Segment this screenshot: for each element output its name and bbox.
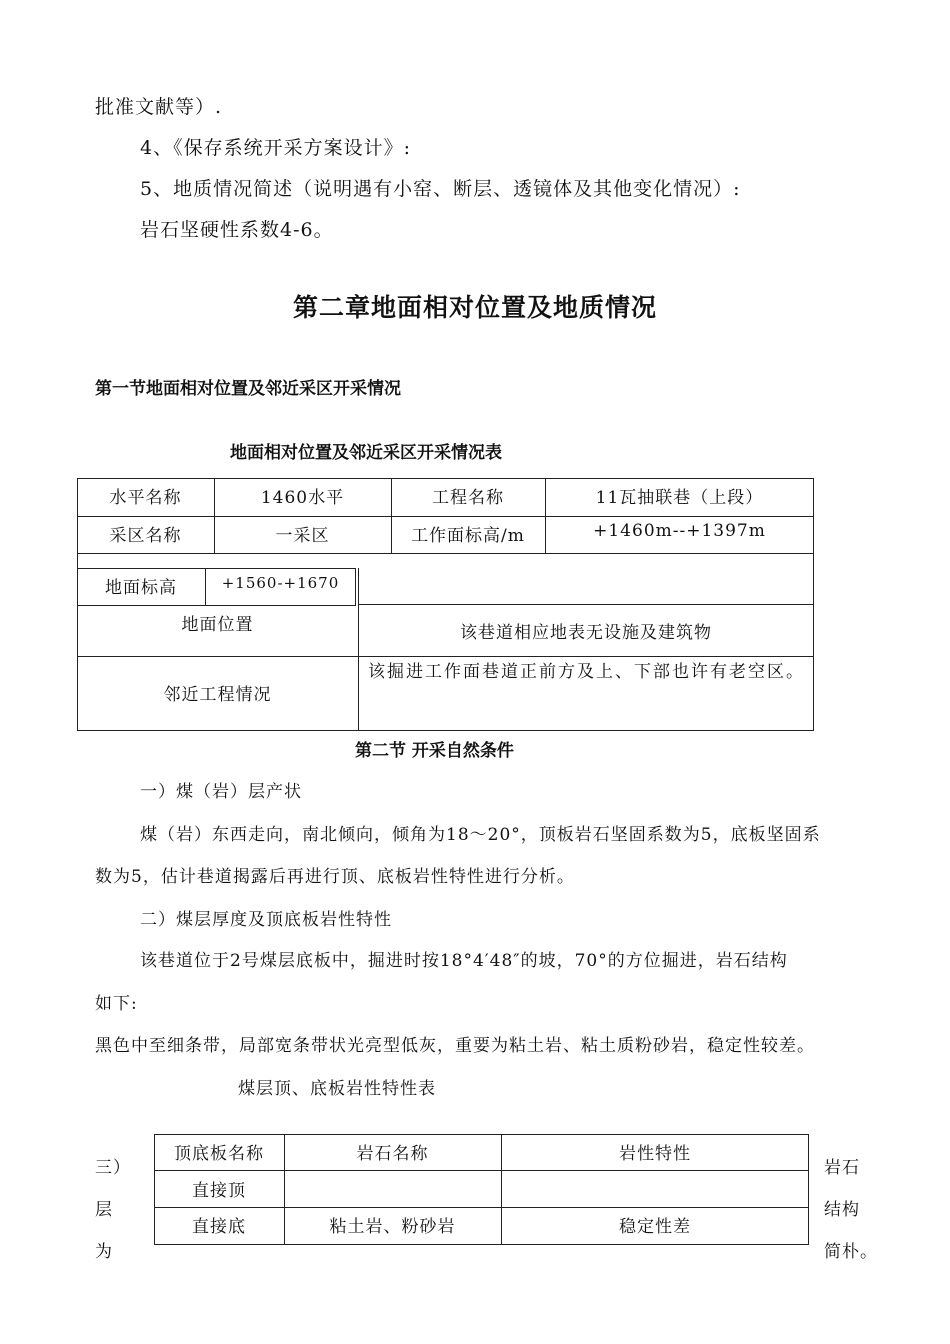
surface-position-value: 该巷道相应地表无设施及建筑物 — [460, 623, 712, 643]
side-left-1: 三） — [95, 1158, 131, 1178]
intro-line-1: 批准文献等）. — [95, 96, 223, 118]
table2-header-rock: 岩石名称 — [356, 1144, 429, 1164]
project-name-value: 11瓦抽联巷（上段） — [595, 488, 764, 508]
table1-caption: 地面相对位置及邻近采区开采情况表 — [230, 443, 502, 463]
adjacent-works-label: 邻近工程情况 — [163, 685, 272, 705]
surface-elevation-value: +1560-+1670 — [221, 574, 340, 592]
intro-line-3: 5、地质情况简述（说明遇有小窑、断层、透镜体及其他变化情况）: — [140, 178, 741, 200]
intro-line-2: 4、《保存系统开采方案设计》: — [140, 137, 411, 159]
subsection-2: 二）煤层厚度及顶底板岩性特性 — [140, 910, 392, 930]
table2-caption: 煤层顶、底板岩性特性表 — [238, 1079, 436, 1099]
level-name-value: 1460水平 — [260, 488, 345, 508]
table2-header-property: 岩性特性 — [619, 1144, 691, 1164]
table2-row2-rock: 粘土岩、粉砂岩 — [329, 1217, 456, 1237]
side-right-1: 岩石 — [824, 1158, 860, 1178]
level-name-label: 水平名称 — [109, 488, 182, 508]
side-left-3: 为 — [95, 1242, 113, 1262]
para1-line1: 煤（岩）东西走向，南北倾向，倾角为18～20°，顶板岩石坚固系数为5，底板坚固系 — [140, 825, 821, 845]
table2-row2-name: 直接底 — [192, 1217, 246, 1237]
mining-area-value: 一采区 — [275, 526, 330, 546]
side-right-2: 结构 — [824, 1200, 860, 1220]
subsection-1: 一）煤（岩）层产状 — [140, 782, 302, 802]
side-right-3: 简朴。 — [824, 1242, 878, 1262]
chapter-title: 第二章地面相对位置及地质情况 — [292, 293, 657, 322]
intro-line-4: 岩石坚硬性系数4-6。 — [140, 219, 334, 241]
adjacent-works-value: 该掘进工作面巷道正前方及上、下部也许有老空区。 — [368, 662, 805, 682]
para2-line1: 该巷道位于2号煤层底板中，掘进时按18°4′48″的坡，70°的方位掘进，岩石结构 — [140, 951, 788, 971]
table2-row1-name: 直接顶 — [192, 1181, 246, 1201]
section2-title: 第二节 开采自然条件 — [355, 741, 514, 761]
surface-elevation-label: 地面标高 — [105, 578, 177, 598]
table2-header-name: 顶底板名称 — [174, 1144, 264, 1164]
para3: 黑色中至细条带，局部宽条带状光亮型低灰，重要为粘土岩、粘土质粉砂岩，稳定性较差。 — [95, 1036, 815, 1056]
side-left-2: 层 — [95, 1200, 113, 1220]
para2-line2: 如下: — [95, 994, 138, 1014]
surface-position-label: 地面位置 — [181, 615, 254, 635]
para1-line2: 数为5，估计巷道揭露后再进行顶、底板岩性特性进行分析。 — [95, 867, 575, 887]
face-elevation-value: +1460m--+1397m — [593, 521, 766, 541]
table2-row2-property: 稳定性差 — [619, 1217, 691, 1237]
project-name-label: 工程名称 — [432, 488, 504, 508]
face-elevation-label: 工作面标高/m — [411, 526, 525, 546]
mining-area-label: 采区名称 — [109, 526, 182, 546]
section1-title: 第一节地面相对位置及邻近采区开采情况 — [95, 379, 401, 399]
